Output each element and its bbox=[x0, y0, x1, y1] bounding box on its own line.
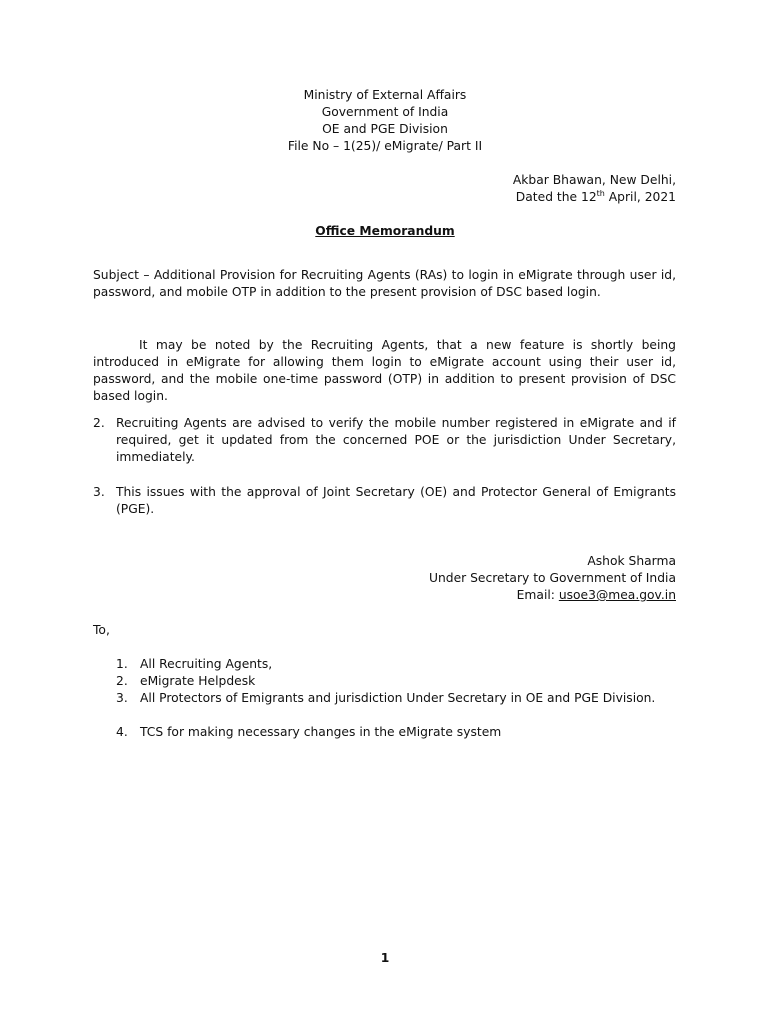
paragraph-1 bbox=[93, 337, 676, 405]
signature-block bbox=[376, 553, 676, 604]
list-item bbox=[116, 656, 656, 673]
list-item-number: 1. bbox=[116, 657, 128, 671]
email-link[interactable]: usoe3@mea.gov.in bbox=[558, 588, 676, 602]
ministry-name: Ministry of External Affairs bbox=[303, 88, 467, 102]
to-label: To, bbox=[93, 623, 110, 637]
list-item bbox=[116, 673, 656, 690]
paragraph-2-text: Recruiting Agents are advised to verify the mobile number registered in eMigrate and if required, get it updated from the concerned POE or the jurisdiction Under Secretary, immediately. bbox=[116, 416, 676, 464]
date bbox=[376, 189, 676, 206]
signatory-designation: Under Secretary to Government of India bbox=[428, 571, 676, 585]
date-prefix: Dated the 12 bbox=[515, 190, 597, 204]
list-item bbox=[116, 690, 656, 707]
place-and-date bbox=[376, 172, 676, 206]
government-name: Government of India bbox=[321, 105, 449, 119]
subject: Subject – Additional Provision for Recruiting Agents (RAs) to login in eMigrate through user id, password, and mobile OTP in addition to the present provision of DSC based login. bbox=[93, 268, 676, 299]
list-item-number: 2. bbox=[116, 674, 128, 688]
list-item-text: TCS for making necessary changes in the eMigrate system bbox=[140, 725, 502, 739]
list-item-text: All Protectors of Emigrants and jurisdiction Under Secretary in OE and PGE Division. bbox=[140, 691, 656, 705]
list-item-number: 3. bbox=[116, 691, 128, 705]
paragraph-3-text: This issues with the approval of Joint Secretary (OE) and Protector General of Emigrants (PGE). bbox=[116, 485, 676, 516]
signatory-email bbox=[376, 587, 676, 604]
location: Akbar Bhawan, New Delhi, bbox=[512, 173, 676, 187]
list-item-text: All Recruiting Agents, bbox=[140, 657, 273, 671]
date-superscript: th bbox=[596, 188, 605, 198]
signatory-name: Ashok Sharma bbox=[587, 554, 676, 568]
paragraph-2 bbox=[93, 415, 676, 466]
paragraph-3-number: 3. bbox=[93, 485, 105, 499]
paragraph-3 bbox=[93, 484, 676, 518]
file-number: File No – 1(25)/ eMigrate/ Part II bbox=[287, 139, 483, 153]
list-item-text: eMigrate Helpdesk bbox=[140, 674, 256, 688]
date-suffix: April, 2021 bbox=[604, 190, 676, 204]
list-item bbox=[116, 724, 656, 741]
division-name: OE and PGE Division bbox=[322, 122, 448, 136]
list-item-number: 4. bbox=[116, 725, 128, 739]
letterhead bbox=[185, 87, 585, 155]
email-label: Email: bbox=[516, 588, 559, 602]
paragraph-2-number: 2. bbox=[93, 416, 105, 430]
memo-title: Office Memorandum bbox=[315, 224, 455, 238]
page-number: 1 bbox=[380, 951, 390, 965]
paragraph-1-text: It may be noted by the Recruiting Agents, that a new feature is shortly being introduced in eMigrate for allowing them login to eMigrate account using their user id, password, and the mobile one-time password (OTP) in addition to present provision of DSC based login. bbox=[93, 338, 676, 403]
